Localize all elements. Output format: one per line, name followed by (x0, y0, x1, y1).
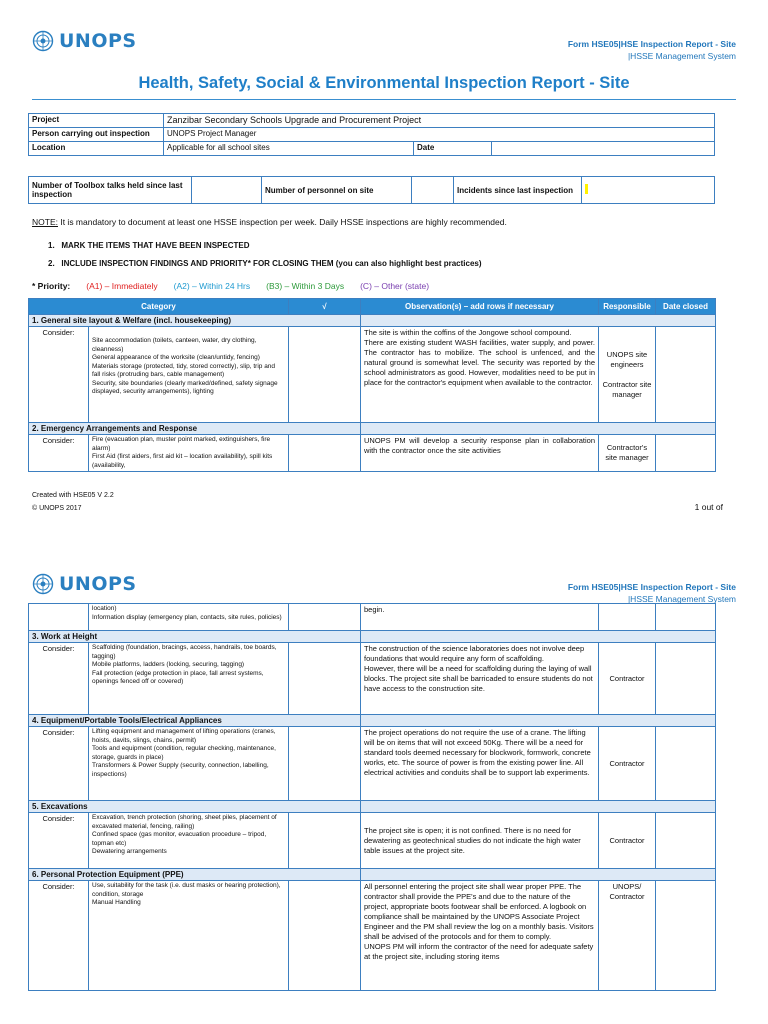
date-closed-cell[interactable] (656, 604, 716, 631)
col-responsible: Responsible (599, 299, 656, 315)
list-item: Manual Handling (92, 899, 141, 906)
list-item: General appearance of the worksite (clean/untidy, fencing) (92, 354, 260, 361)
consider-label: Consider: (29, 327, 89, 423)
system-name: |HSSE Management System (627, 594, 736, 604)
personnel-label: Number of personnel on site (262, 177, 412, 204)
table-row (29, 813, 716, 869)
list-item: Excavation, trench protection (shoring, sheet piles, placement of excavated material, fencing, railing) (92, 814, 277, 830)
instruction-1: 1. MARK THE ITEMS THAT HAVE BEEN INSPECTED (48, 241, 250, 250)
table-row (29, 881, 716, 991)
check-cell[interactable] (289, 727, 361, 801)
observation-text: All personnel entering the project site shall wear proper PPE. The contractor shall provide the PPE's and due to the nature of the project, appropriate boots footwear shall be enforced. A logbook on compliance shall be maintained by the UNOPS Associate Project Engineer and the PM shall review the log on a monthly basis. Visitors shall be advised of the protocols and for them to comply. (364, 882, 594, 941)
responsible-text: Contractor site manager (602, 379, 652, 399)
date-closed-cell[interactable] (656, 881, 716, 991)
section-row (29, 801, 716, 813)
consider-label: Consider: (29, 435, 89, 472)
consider-label: Consider: (29, 881, 89, 991)
list-item: Dewatering arrangements (92, 848, 167, 855)
info-table (28, 113, 715, 156)
toolbox-label: Number of Toolbox talks held since last inspection (29, 177, 192, 204)
date-closed-cell[interactable] (656, 727, 716, 801)
person-label: Person carrying out inspection (29, 128, 164, 142)
copyright: © UNOPS 2017 (32, 505, 82, 512)
check-cell[interactable] (289, 643, 361, 715)
date-closed-cell[interactable] (656, 327, 716, 423)
section-title: 4. Equipment/Portable Tools/Electrical Appliances (29, 715, 361, 727)
check-cell[interactable] (289, 327, 361, 423)
list-item: Information display (emergency plan, contacts, site rules, policies) (92, 613, 282, 621)
list-item: Confined space (gas monitor, evacuation procedure – tripod, topman etc) (92, 831, 267, 847)
section-title: 3. Work at Height (29, 631, 361, 643)
observation-text: UNOPS PM will inform the contractor of the need for adequate safety at the project site, including storing items (364, 942, 594, 961)
col-check: √ (289, 299, 361, 315)
responsible-text: Contractor (599, 813, 656, 869)
page-title: Health, Safety, Social & Environmental Inspection Report - Site (138, 74, 630, 92)
project-label: Project (29, 114, 164, 128)
person-value: UNOPS Project Manager (164, 128, 715, 142)
list-item: Mobile platforms, ladders (locking, securing, tagging) (92, 661, 245, 668)
responsible-text: Contractor (599, 643, 656, 715)
form-id: Form HSE05|HSE Inspection Report - Site (567, 39, 736, 49)
priority-b3: (B3) – Within 3 Days (266, 281, 345, 291)
list-item: Fall protection (edge protection in place, fall arrest systems, openings fenced off or covered) (92, 669, 264, 685)
date-closed-cell[interactable] (656, 813, 716, 869)
section-row (29, 631, 716, 643)
form-header (436, 581, 736, 605)
list-item: Materials storage (protected, tidy, stored correctly), slip, trip and fall risks (protruding bars, cable management) (92, 362, 276, 378)
list-item: Transformers & Power Supply (security, connection, labelling, inspections) (92, 762, 269, 778)
consider-label: Consider: (29, 643, 89, 715)
list-item: First Aid (first aiders, first aid kit – location availability), spill kits (availability, (92, 453, 273, 469)
table-row (29, 604, 716, 631)
system-name: |HSSE Management System (627, 51, 736, 61)
personnel-value[interactable] (412, 177, 454, 204)
table-row (29, 727, 716, 801)
responsible-text: UNOPS/ Contractor (599, 881, 656, 991)
table-header-row (29, 299, 716, 315)
brand-name: UNOPS (59, 30, 137, 52)
inspection-table-page1 (28, 298, 716, 472)
instruction-1-text: MARK THE ITEMS THAT HAVE BEEN INSPECTED (61, 241, 250, 250)
check-cell[interactable] (289, 604, 361, 631)
date-label: Date (414, 142, 492, 156)
priority-a2: (A2) – Within 24 Hrs (173, 281, 251, 291)
check-cell[interactable] (289, 813, 361, 869)
section-title: 6. Personal Protection Equipment (PPE) (29, 869, 361, 881)
list-item: Lifting equipment and management of lifting operations (cranes, hoists, davits, slings, chains, permit) (92, 728, 276, 744)
instruction-2: 2. INCLUDE INSPECTION FINDINGS AND PRIORITY* FOR CLOSING THEM (you can also highlight best practices) (48, 259, 482, 268)
list-item: Use, suitability for the task (i.e. dust masks or hearing protection), condition, storage (92, 882, 281, 898)
table-row (29, 435, 716, 472)
incidents-value[interactable] (582, 177, 715, 204)
observation-text: The site is within the coffins of the Jongowe school compound. (364, 328, 572, 337)
location-value: Applicable for all school sites (164, 142, 414, 156)
date-closed-cell[interactable] (656, 643, 716, 715)
unops-logo (32, 30, 137, 52)
instruction-2-text: INCLUDE INSPECTION FINDINGS AND PRIORITY* FOR CLOSING THEM (you can also highlight best practices) (61, 259, 482, 268)
priority-legend (32, 281, 429, 291)
brand-name: UNOPS (59, 573, 137, 595)
consider-label: Consider: (29, 813, 89, 869)
section-row (29, 315, 716, 327)
project-value: Zanzibar Secondary Schools Upgrade and Procurement Project (164, 114, 715, 128)
section-title: 1. General site layout & Welfare (incl. housekeeping) (29, 315, 361, 327)
check-cell[interactable] (289, 881, 361, 991)
col-category: Category (29, 299, 289, 315)
responsible-text: UNOPS site engineers (606, 349, 648, 369)
observation-text: However, there will be a need for scaffolding during the laying of wall blocks. The project site shall be barricaded to ensure students do not have access to the construction site. (364, 664, 593, 693)
observation-text: begin. (361, 604, 599, 631)
table-row (29, 643, 716, 715)
footer-left (32, 489, 114, 515)
location-label: Location (29, 142, 164, 156)
toolbox-value[interactable] (192, 177, 262, 204)
list-item: Scaffolding (foundation, bracings, access, handrails, toe boards, tagging) (92, 644, 277, 660)
observation-text: The project site is open; it is not confined. There is no need for dewatering as geotechnical studies do not indicate the high water table issues at the project site. (361, 813, 599, 869)
responsible-text: Contractor (599, 727, 656, 801)
section-row (29, 423, 716, 435)
incidents-label: Incidents since last inspection (454, 177, 582, 204)
priority-label: * Priority: (32, 281, 71, 291)
date-closed-cell[interactable] (656, 435, 716, 472)
unops-logo (32, 573, 137, 595)
un-emblem-icon (32, 30, 54, 52)
col-observation: Observation(s) – add rows if necessary (361, 299, 599, 315)
observation-text: The construction of the science laboratories does not involve deep foundations that would require any form of scaffolding. (364, 644, 585, 663)
list-item: Fire (evacuation plan, muster point marked, extinguishers, fire alarm) (92, 436, 271, 452)
consider-label: Consider: (29, 727, 89, 801)
created-with: Created with HSE05 V 2.2 (32, 492, 114, 499)
list-item: Tools and equipment (condition, regular checking, maintenance, storage, guards in place) (92, 745, 276, 761)
responsible-text: Contractor's site manager (599, 435, 656, 472)
observation-text: There are existing student WASH facilities, water supply, and power. The contractor has to mobilize. The school is unfenced, and the natural ground is somewhat level. The security was reported by the school administrators as good. However, modalities need to be put in place for the contractor's equipment when available to the contractor. (364, 338, 595, 387)
section-title: 2. Emergency Arrangements and Response (29, 423, 361, 435)
section-row (29, 715, 716, 727)
counts-table (28, 176, 715, 204)
list-item: location) (92, 605, 117, 612)
section-title: 5. Excavations (29, 801, 361, 813)
form-header (436, 38, 736, 62)
page-number: 1 out of (694, 502, 723, 512)
note-prefix: NOTE: (32, 217, 58, 227)
check-cell[interactable] (289, 435, 361, 472)
un-emblem-icon (32, 573, 54, 595)
list-item: Security, site boundaries (clearly marked/defined, safety signage displayed, security arrangements), lighting (92, 379, 278, 395)
list-item: Site accommodation (toilets, canteen, water, dry clothing, cleanness) (92, 337, 257, 353)
observation-text: UNOPS PM will develop a security response plan in collaboration with the contractor once the site activities (361, 435, 599, 472)
inspection-table-page2 (28, 603, 716, 991)
observation-text: The project operations do not require the use of a crane. The lifting will be on items that will not exceed 50Kg. There will be a need for standard tools deemed necessary for blockwork, formwork, concrete works, etc. The source of power is from the existing power line. All electrical activities and conduits shall be to support lab experiments. (361, 727, 599, 801)
note (32, 217, 736, 227)
date-value[interactable] (492, 142, 715, 156)
section-row (29, 869, 716, 881)
col-date-closed: Date closed (656, 299, 716, 315)
note-text: It is mandatory to document at least one HSSE inspection per week. Daily HSSE inspections are highly recommended. (57, 217, 507, 227)
title-rule (32, 99, 736, 100)
form-id: Form HSE05|HSE Inspection Report - Site (567, 582, 736, 592)
priority-a1: (A1) – Immediately (86, 281, 158, 291)
table-row (29, 327, 716, 423)
priority-c: (C) – Other (state) (360, 281, 430, 291)
highlight-mark (585, 184, 588, 194)
